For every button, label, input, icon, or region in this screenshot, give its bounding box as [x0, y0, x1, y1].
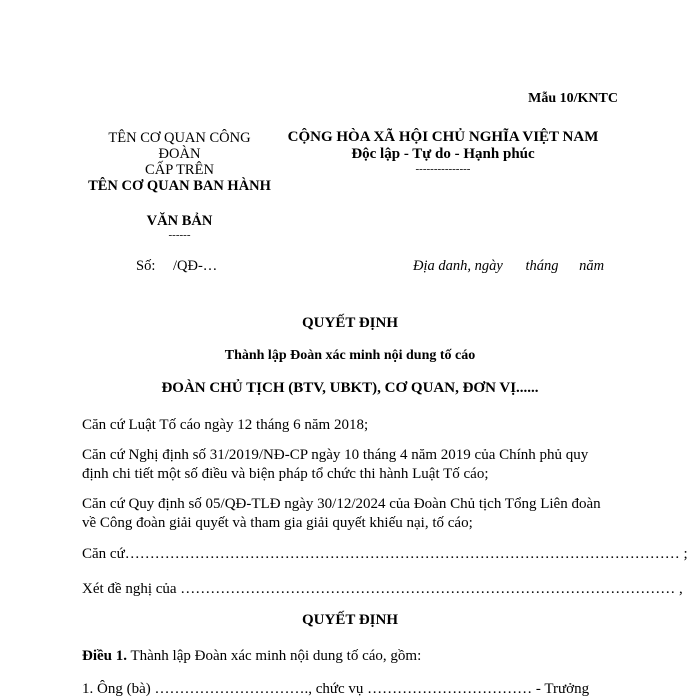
basis-other: Căn cứ………………………………………………………………………………………………… ; — [82, 546, 688, 562]
number-value: /QĐ-… — [172, 258, 218, 274]
article-1-label: Điều 1. — [82, 648, 127, 664]
basis-regulation: Căn cứ Quy định số 05/QĐ-TLĐ ngày 30/12/2024 của Đoàn Chủ tịch Tổng Liên đoàn về Công đoàn giải quyết và tham gia giải quyết khiếu nại, tố cáo; — [82, 496, 601, 531]
decision-title: QUYẾT ĐỊNH — [302, 315, 398, 331]
agency-line-1: TÊN CƠ QUAN CÔNG — [108, 130, 251, 146]
proposal: Xét đề nghị của ……………………………………………………………………………………… , — [82, 581, 683, 597]
motto-separator: --------------- — [415, 163, 471, 175]
issuing-agency-header — [72, 130, 287, 241]
agency-line-2: ĐOÀN — [158, 146, 201, 162]
agency-line-5: VĂN BẢN — [146, 213, 213, 229]
form-code: Mẫu 10/KNTC — [528, 91, 618, 106]
national-motto: Độc lập - Tự do - Hạnh phúc — [351, 146, 535, 162]
article-1-text: Thành lập Đoàn xác minh nội dung tố cáo, gồm: — [127, 648, 422, 664]
month-label: tháng — [525, 258, 559, 274]
agency-line-4: TÊN CƠ QUAN BAN HÀNH — [88, 178, 271, 194]
basis-law: Căn cứ Luật Tố cáo ngày 12 tháng 6 năm 2018; — [82, 417, 369, 433]
place-day-label: Địa danh, ngày — [413, 258, 503, 274]
issuing-body: ĐOÀN CHỦ TỊCH (BTV, UBKT), CƠ QUAN, ĐƠN VỊ...... — [161, 380, 539, 396]
year-label: năm — [579, 258, 605, 274]
member-line-1: 1. Ông (bà) …………………………., chức vụ …………………………… - Trưởng — [82, 681, 590, 697]
basis-decree: Căn cứ Nghị định số 31/2019/NĐ-CP ngày 10 tháng 4 năm 2019 của Chính phủ quy định chi tiết một số điều và biện pháp tổ chức thi hành Luật Tố cáo; — [82, 447, 589, 482]
number-label: Số: — [136, 258, 156, 274]
national-header — [285, 129, 601, 175]
article-1 — [82, 647, 617, 666]
document-number — [136, 258, 217, 275]
decision-heading: QUYẾT ĐỊNH — [302, 612, 398, 628]
place-date — [413, 258, 604, 275]
decision-subtitle: Thành lập Đoàn xác minh nội dung tố cáo — [224, 348, 476, 363]
country-name: CỘNG HÒA XÃ HỘI CHỦ NGHĨA VIỆT NAM — [287, 129, 599, 145]
agency-line-3: CẤP TRÊN — [145, 162, 214, 178]
agency-separator: ------ — [168, 229, 191, 241]
